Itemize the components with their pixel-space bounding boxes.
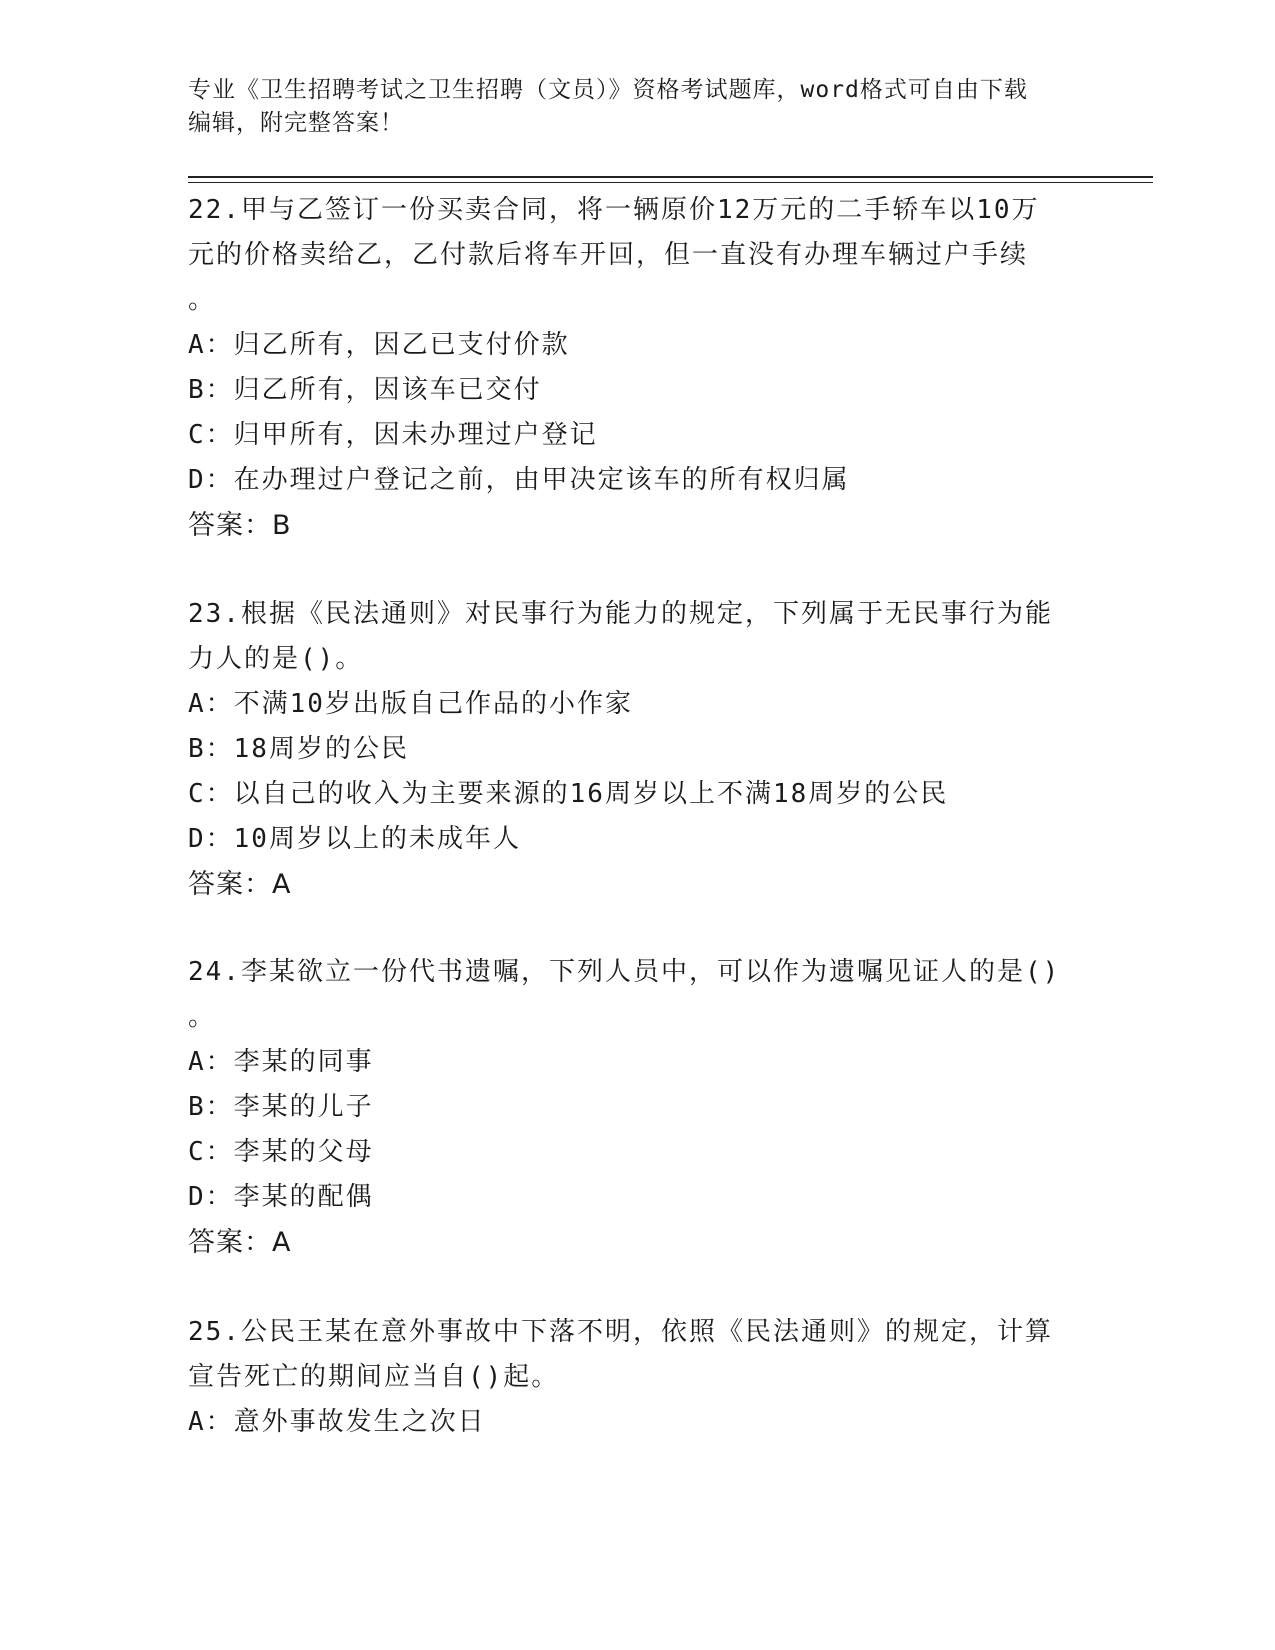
question-25	[188, 1310, 1088, 1445]
option-d: D：10周岁以上的未成年人	[188, 824, 521, 854]
option-c: C：归甲所有，因未办理过户登记	[188, 420, 598, 450]
option-c: C：以自己的收入为主要来源的16周岁以上不满18周岁的公民	[188, 779, 949, 809]
question-stem-line: 25.公民王某在意外事故中下落不明，依照《民法通则》的规定，计算	[188, 1317, 1053, 1347]
option-c: C：李某的父母	[188, 1137, 374, 1167]
option-b: B：归乙所有，因该车已交付	[188, 375, 542, 405]
option-b: B：18周岁的公民	[188, 734, 409, 764]
question-stem-line: 22.甲与乙签订一份买卖合同，将一辆原价12万元的二手轿车以10万	[188, 195, 1040, 225]
question-23	[188, 592, 1088, 907]
answer-line: 答案：A	[188, 869, 292, 900]
header-divider-thin	[188, 182, 1153, 183]
question-22	[188, 188, 1088, 548]
question-stem-line: 元的价格卖给乙，乙付款后将车开回，但一直没有办理车辆过户手续	[188, 240, 1029, 270]
question-stem-line: 力人的是()。	[188, 644, 364, 674]
question-stem-line: 23.根据《民法通则》对民事行为能力的规定，下列属于无民事行为能	[188, 599, 1053, 629]
document-header	[188, 74, 1088, 140]
answer-line: 答案：A	[188, 1227, 292, 1258]
question-stem-line: 。	[188, 1002, 217, 1032]
option-d: D：李某的配偶	[188, 1182, 374, 1212]
question-stem-line: 。	[188, 285, 217, 315]
header-line-1: 专业《卫生招聘考试之卫生招聘（文员）》资格考试题库，word格式可自由下载	[188, 77, 1028, 103]
option-a: A：归乙所有，因乙已支付价款	[188, 330, 570, 360]
option-a: A：李某的同事	[188, 1047, 374, 1077]
option-a: A：意外事故发生之次日	[188, 1407, 486, 1437]
option-d: D：在办理过户登记之前，由甲决定该车的所有权归属	[188, 465, 850, 495]
option-b: B：李某的儿子	[188, 1092, 374, 1122]
question-24	[188, 950, 1088, 1265]
answer-line: 答案：B	[188, 510, 292, 541]
option-a: A：不满10岁出版自己作品的小作家	[188, 689, 633, 719]
question-stem-line: 24.李某欲立一份代书遗嘱，下列人员中，可以作为遗嘱见证人的是()	[188, 957, 1061, 987]
header-divider	[188, 176, 1153, 178]
question-stem-line: 宣告死亡的期间应当自()起。	[188, 1362, 560, 1392]
header-line-2: 编辑，附完整答案！	[188, 110, 404, 136]
